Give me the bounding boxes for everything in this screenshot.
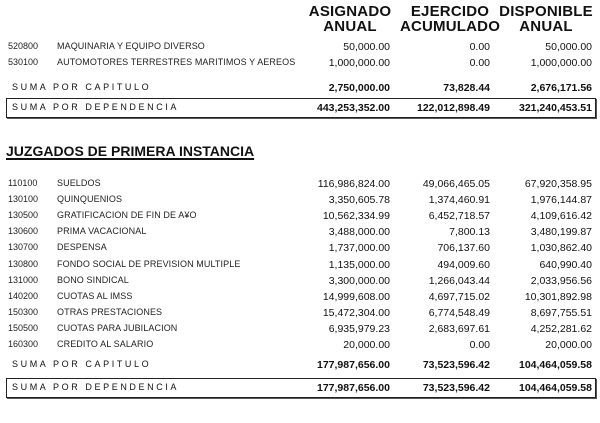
row-desc: MAQUINARIA Y EQUIPO DIVERSO xyxy=(57,41,205,51)
row-asignado: 1,737,000.00 xyxy=(328,242,390,254)
suma-dependencia-disponible: 321,240,453.51 xyxy=(519,102,592,114)
suma-capitulo-asignado: 177,987,656.00 xyxy=(317,359,390,371)
row-disponible: 20,000.00 xyxy=(545,339,592,351)
suma-dependencia-asignado: 443,253,352.00 xyxy=(317,102,390,114)
row-asignado: 3,300,000.00 xyxy=(328,275,390,287)
header-asignado-line2: ANUAL xyxy=(323,18,377,35)
row-asignado: 3,488,000.00 xyxy=(328,226,390,238)
row-code: 130500 xyxy=(8,210,39,220)
suma-capitulo-ejercido: 73,828.44 xyxy=(443,82,490,94)
row-desc: FONDO SOCIAL DE PREVISION MULTIPLE xyxy=(57,259,241,269)
row-asignado: 50,000.00 xyxy=(343,41,390,53)
row-ejercido: 49,066,465.05 xyxy=(422,178,490,190)
row-disponible: 67,920,358.95 xyxy=(524,178,592,190)
row-ejercido: 0.00 xyxy=(469,57,490,69)
row-disponible: 4,252,281.62 xyxy=(530,323,592,335)
row-desc: CUOTAS PARA JUBILACION xyxy=(57,323,178,333)
header-disponible xyxy=(494,4,598,34)
row-desc: OTRAS PRESTACIONES xyxy=(57,307,163,317)
suma-dependencia-ejercido: 122,012,898.49 xyxy=(417,102,490,114)
suma-capitulo-asignado: 2,750,000.00 xyxy=(328,82,390,94)
suma-dependencia-ejercido: 73,523,596.42 xyxy=(422,382,490,394)
row-asignado: 20,000.00 xyxy=(343,339,390,351)
row-desc: DESPENSA xyxy=(57,242,107,252)
row-desc: BONO SINDICAL xyxy=(57,275,129,285)
row-asignado: 1,000,000.00 xyxy=(328,57,390,69)
row-asignado: 10,562,334.99 xyxy=(322,210,390,222)
row-desc: PRIMA VACACIONAL xyxy=(57,226,147,236)
row-ejercido: 1,374,460.91 xyxy=(428,194,490,206)
row-disponible: 1,976,144.87 xyxy=(530,194,592,206)
row-ejercido: 0.00 xyxy=(469,41,490,53)
row-disponible: 3,480,199.87 xyxy=(530,226,592,238)
row-code: 110100 xyxy=(8,178,38,188)
row-disponible: 1,000,000.00 xyxy=(530,57,592,69)
row-desc: GRATIFICACION DE FIN DE A¥O xyxy=(57,210,197,220)
section-title: JUZGADOS DE PRIMERA INSTANCIA xyxy=(6,143,255,159)
row-desc: CUOTAS AL IMSS xyxy=(57,291,133,301)
row-code: 130700 xyxy=(8,242,39,252)
suma-capitulo-disponible: 2,676,171.56 xyxy=(530,82,592,94)
header-ejercido xyxy=(398,4,502,34)
row-desc: SUELDOS xyxy=(57,178,101,188)
header-ejercido-line2: ACUMULADO xyxy=(399,18,501,35)
suma-dependencia-asignado: 177,987,656.00 xyxy=(317,382,390,394)
row-code: 131000 xyxy=(8,275,39,285)
header-disponible-line2: ANUAL xyxy=(519,18,573,35)
row-desc: AUTOMOTORES TERRESTRES MARITIMOS Y AEREOS xyxy=(57,57,296,67)
row-asignado: 6,935,979.23 xyxy=(328,323,390,335)
row-ejercido: 4,697,715.02 xyxy=(428,291,490,303)
row-code: 530100 xyxy=(8,57,39,67)
suma-dependencia-label: SUMA POR DEPENDENCIA xyxy=(12,102,180,112)
header-disponible-line1: DISPONIBLE xyxy=(499,3,593,20)
row-code: 520800 xyxy=(8,41,39,51)
row-code: 130800 xyxy=(8,259,39,269)
row-desc: QUINQUENIOS xyxy=(57,194,123,204)
row-disponible: 10,301,892.98 xyxy=(524,291,592,303)
suma-dependencia-disponible: 104,464,059.58 xyxy=(519,382,592,394)
row-disponible: 50,000.00 xyxy=(545,41,592,53)
row-disponible: 4,109,616.42 xyxy=(530,210,592,222)
suma-dependencia-label: SUMA POR DEPENDENCIA xyxy=(12,382,180,392)
suma-capitulo-ejercido: 73,523,596.42 xyxy=(422,359,490,371)
row-asignado: 1,135,000.00 xyxy=(328,259,390,271)
row-ejercido: 1,266,043.44 xyxy=(428,275,490,287)
header-asignado-line1: ASIGNADO xyxy=(308,3,392,20)
suma-capitulo-label: SUMA POR CAPITULO xyxy=(12,82,152,92)
suma-capitulo-label: SUMA POR CAPITULO xyxy=(12,359,152,369)
suma-capitulo-disponible: 104,464,059.58 xyxy=(519,359,592,371)
row-asignado: 116,986,824.00 xyxy=(317,178,390,190)
row-disponible: 2,033,956.56 xyxy=(530,275,592,287)
row-desc: CREDITO AL SALARIO xyxy=(57,339,154,349)
row-code: 150500 xyxy=(8,323,39,333)
row-ejercido: 0.00 xyxy=(469,339,490,351)
row-ejercido: 6,774,548.49 xyxy=(428,307,490,319)
row-asignado: 3,350,605.78 xyxy=(328,194,390,206)
row-code: 150300 xyxy=(8,307,39,317)
row-disponible: 640,990.40 xyxy=(539,259,592,271)
row-ejercido: 706,137.60 xyxy=(437,242,490,254)
row-disponible: 8,697,755.51 xyxy=(530,307,592,319)
row-ejercido: 6,452,718.57 xyxy=(428,210,490,222)
row-code: 130600 xyxy=(8,226,39,236)
row-code: 140200 xyxy=(8,291,39,301)
row-ejercido: 7,800.13 xyxy=(449,226,490,238)
row-code: 130100 xyxy=(8,194,39,204)
row-ejercido: 2,683,697.61 xyxy=(428,323,490,335)
row-asignado: 15,472,304.00 xyxy=(322,307,390,319)
row-ejercido: 494,009.60 xyxy=(437,259,490,271)
row-code: 160300 xyxy=(8,339,39,349)
row-disponible: 1,030,862.40 xyxy=(530,242,592,254)
header-asignado xyxy=(300,4,400,34)
header-ejercido-line1: EJERCIDO xyxy=(410,3,490,20)
row-asignado: 14,999,608.00 xyxy=(322,291,390,303)
